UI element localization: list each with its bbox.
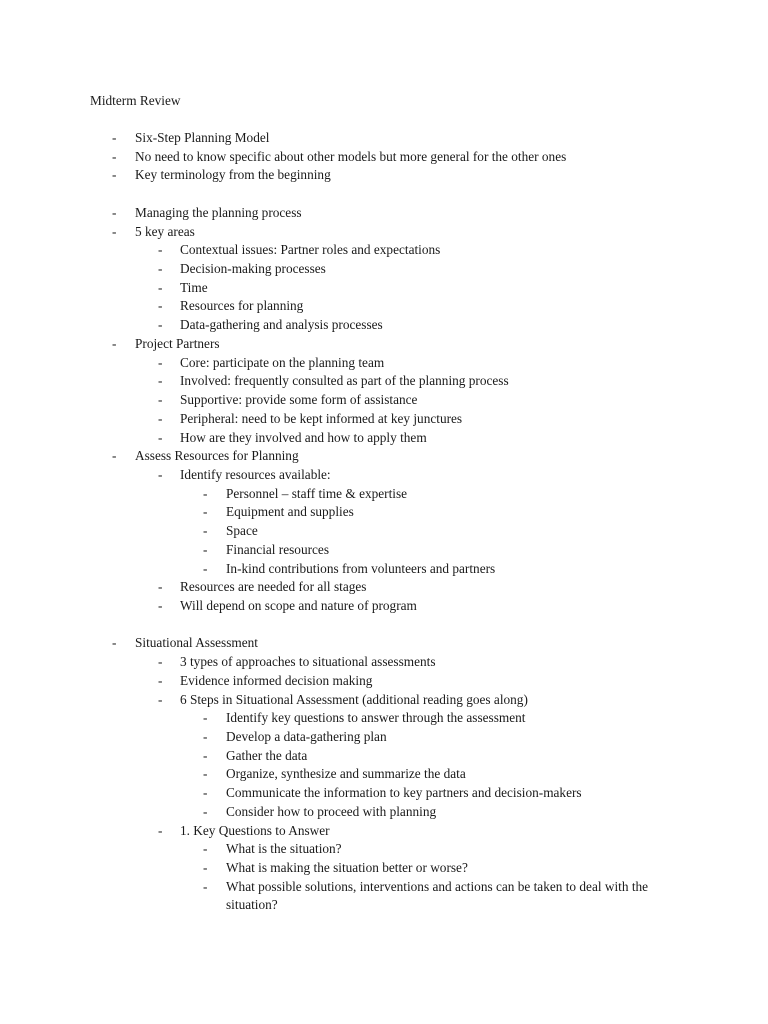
list-item-text: Financial resources (226, 541, 330, 557)
list-item-text: Personnel – staff time & expertise (226, 485, 408, 501)
list-item-text: 1. Key Questions to Answer (180, 822, 330, 838)
bullet-dash: - (203, 841, 208, 857)
list-item (0, 429, 768, 448)
bullet-dash: - (112, 204, 117, 220)
list-item (0, 878, 768, 915)
list-item (0, 204, 768, 223)
list-item-text: Six-Step Planning Model (135, 130, 270, 145)
list-item (0, 148, 768, 167)
bullet-dash: - (112, 148, 117, 164)
bullet-dash: - (158, 410, 163, 426)
list-item (0, 653, 768, 672)
list-item (0, 691, 768, 710)
bullet-dash: - (203, 710, 208, 726)
list-item (0, 859, 768, 878)
list-item-text: Gather the data (226, 747, 308, 763)
list-item (0, 634, 768, 653)
bullet-dash: - (203, 504, 208, 520)
list-item (0, 803, 768, 822)
list-item-text: Contextual issues: Partner roles and expectations (180, 242, 441, 258)
list-item-text: Involved: frequently consulted as part of the planning process (180, 373, 509, 389)
list-item-text: What possible solutions, interventions and actions can be taken to deal with the situation? (226, 878, 649, 913)
list-item-text: Time (180, 279, 208, 295)
list-item-text: Resources are needed for all stages (180, 579, 367, 595)
bullet-dash: - (158, 261, 163, 277)
list-item-text: Identify resources available: (180, 466, 331, 482)
list-item-text: Managing the planning process (135, 204, 302, 220)
list-item-text: What is the situation? (226, 841, 342, 857)
outline-list (0, 129, 768, 915)
bullet-dash: - (203, 860, 208, 876)
bullet-dash: - (158, 654, 163, 670)
bullet-dash: - (158, 691, 163, 707)
list-item (0, 354, 768, 373)
list-item (0, 503, 768, 522)
list-item-text: No need to know specific about other models but more general for the other ones (135, 148, 567, 164)
list-item-text: Project Partners (135, 335, 220, 351)
bullet-dash: - (158, 392, 163, 408)
list-item (0, 223, 768, 242)
list-item (0, 522, 768, 541)
list-item (0, 578, 768, 597)
bullet-dash: - (112, 167, 117, 183)
list-item-text: Identify key questions to answer through the assessment (226, 710, 526, 726)
bullet-dash: - (158, 822, 163, 838)
list-item (0, 260, 768, 279)
list-item-text: Peripheral: need to be kept informed at key junctures (180, 410, 463, 426)
list-item-text: 3 types of approaches to situational assessments (180, 654, 436, 670)
list-item-text: Data-gathering and analysis processes (180, 317, 383, 333)
list-item-text: Space (226, 523, 258, 539)
bullet-dash: - (203, 541, 208, 557)
list-item-text: How are they involved and how to apply them (180, 429, 427, 445)
list-item-text: Supportive: provide some form of assistance (180, 392, 418, 408)
list-item-text: Evidence informed decision making (180, 672, 373, 688)
bullet-dash: - (203, 766, 208, 782)
list-item (0, 485, 768, 504)
list-item (0, 672, 768, 691)
list-item-text: Will depend on scope and nature of program (180, 597, 417, 613)
list-item (0, 166, 768, 185)
bullet-dash: - (158, 466, 163, 482)
bullet-dash: - (112, 335, 117, 351)
list-item-text: Decision-making processes (180, 261, 326, 277)
list-item-text: Communicate the information to key partners and decision-makers (226, 785, 582, 801)
list-item (0, 840, 768, 859)
bullet-dash: - (203, 878, 208, 894)
list-item-text: Develop a data-gathering plan (226, 729, 387, 744)
list-item (0, 784, 768, 803)
bullet-dash: - (203, 785, 208, 801)
bullet-dash: - (203, 560, 208, 576)
list-item (0, 765, 768, 784)
list-item-text: Key terminology from the beginning (135, 167, 331, 183)
list-item (0, 129, 768, 148)
bullet-dash: - (203, 747, 208, 763)
list-item-text: Core: participate on the planning team (180, 354, 385, 370)
list-item (0, 447, 768, 466)
list-item (0, 316, 768, 335)
blank-line (0, 185, 768, 204)
bullet-dash: - (158, 429, 163, 445)
bullet-dash: - (112, 130, 117, 145)
bullet-dash: - (158, 597, 163, 613)
list-item (0, 297, 768, 316)
bullet-dash: - (158, 354, 163, 370)
list-item (0, 466, 768, 485)
list-item (0, 709, 768, 728)
bullet-dash: - (158, 298, 163, 314)
bullet-dash: - (158, 579, 163, 595)
list-item-text: Equipment and supplies (226, 504, 354, 520)
bullet-dash: - (203, 729, 208, 744)
bullet-dash: - (112, 635, 117, 651)
page-title: Midterm Review (90, 93, 181, 108)
list-item-text: What is making the situation better or worse? (226, 860, 468, 876)
list-item-text: Situational Assessment (135, 635, 258, 651)
list-item (0, 372, 768, 391)
bullet-dash: - (158, 373, 163, 389)
bullet-dash: - (112, 223, 117, 239)
list-item (0, 541, 768, 560)
bullet-dash: - (112, 448, 117, 464)
list-item-text: 6 Steps in Situational Assessment (additional reading goes along) (180, 691, 528, 707)
list-item (0, 597, 768, 616)
list-item (0, 728, 768, 747)
bullet-dash: - (203, 803, 208, 819)
list-item (0, 241, 768, 260)
bullet-dash: - (158, 279, 163, 295)
bullet-dash: - (158, 242, 163, 258)
list-item (0, 410, 768, 429)
list-item (0, 279, 768, 298)
list-item-text: Assess Resources for Planning (135, 448, 299, 464)
list-item-text: Organize, synthesize and summarize the data (226, 766, 466, 782)
list-item (0, 747, 768, 766)
blank-line (0, 616, 768, 635)
list-item-text: 5 key areas (135, 223, 195, 239)
bullet-dash: - (203, 523, 208, 539)
list-item (0, 335, 768, 354)
list-item-text: Resources for planning (180, 298, 304, 314)
list-item-text: In-kind contributions from volunteers and partners (226, 560, 496, 576)
bullet-dash: - (203, 485, 208, 501)
list-item-text: Consider how to proceed with planning (226, 803, 437, 819)
list-item (0, 822, 768, 841)
bullet-dash: - (158, 672, 163, 688)
list-item (0, 560, 768, 579)
list-item (0, 391, 768, 410)
bullet-dash: - (158, 317, 163, 333)
